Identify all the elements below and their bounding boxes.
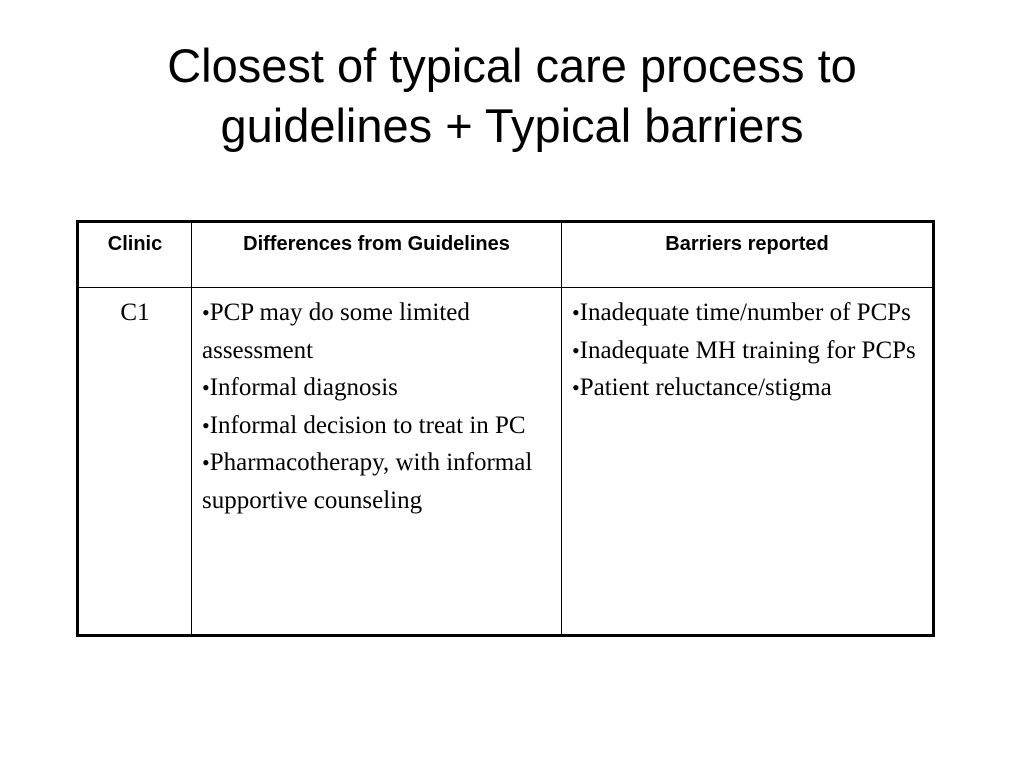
list-item: • Patient reluctance/stigma [572,369,922,407]
list-item: • Pharmacotherapy, with informal supportive counseling [202,444,551,519]
differences-list [202,294,551,519]
clinic-comparison-table [76,220,935,637]
list-item: • Inadequate MH training for PCPs [572,332,922,370]
list-item: • Inadequate time/number of PCPs [572,294,922,332]
column-header-differences: Differences from Guidelines [192,222,562,288]
list-item: • PCP may do some limited assessment [202,294,551,369]
column-header-barriers: Barriers reported [562,222,934,288]
list-item: • Informal decision to treat in PC [202,407,551,445]
differences-cell [192,288,562,636]
slide-title [0,36,1024,156]
table-header-row [78,222,934,288]
slide-title-line-1: Closest of typical care process to [167,39,857,92]
slide-title-line-2: guidelines + Typical barriers [220,99,804,152]
barriers-cell [562,288,934,636]
clinic-cell: C1 [78,288,192,636]
list-item: • Informal diagnosis [202,369,551,407]
column-header-clinic: Clinic [78,222,192,288]
table-row [78,288,934,636]
barriers-list [572,294,922,407]
